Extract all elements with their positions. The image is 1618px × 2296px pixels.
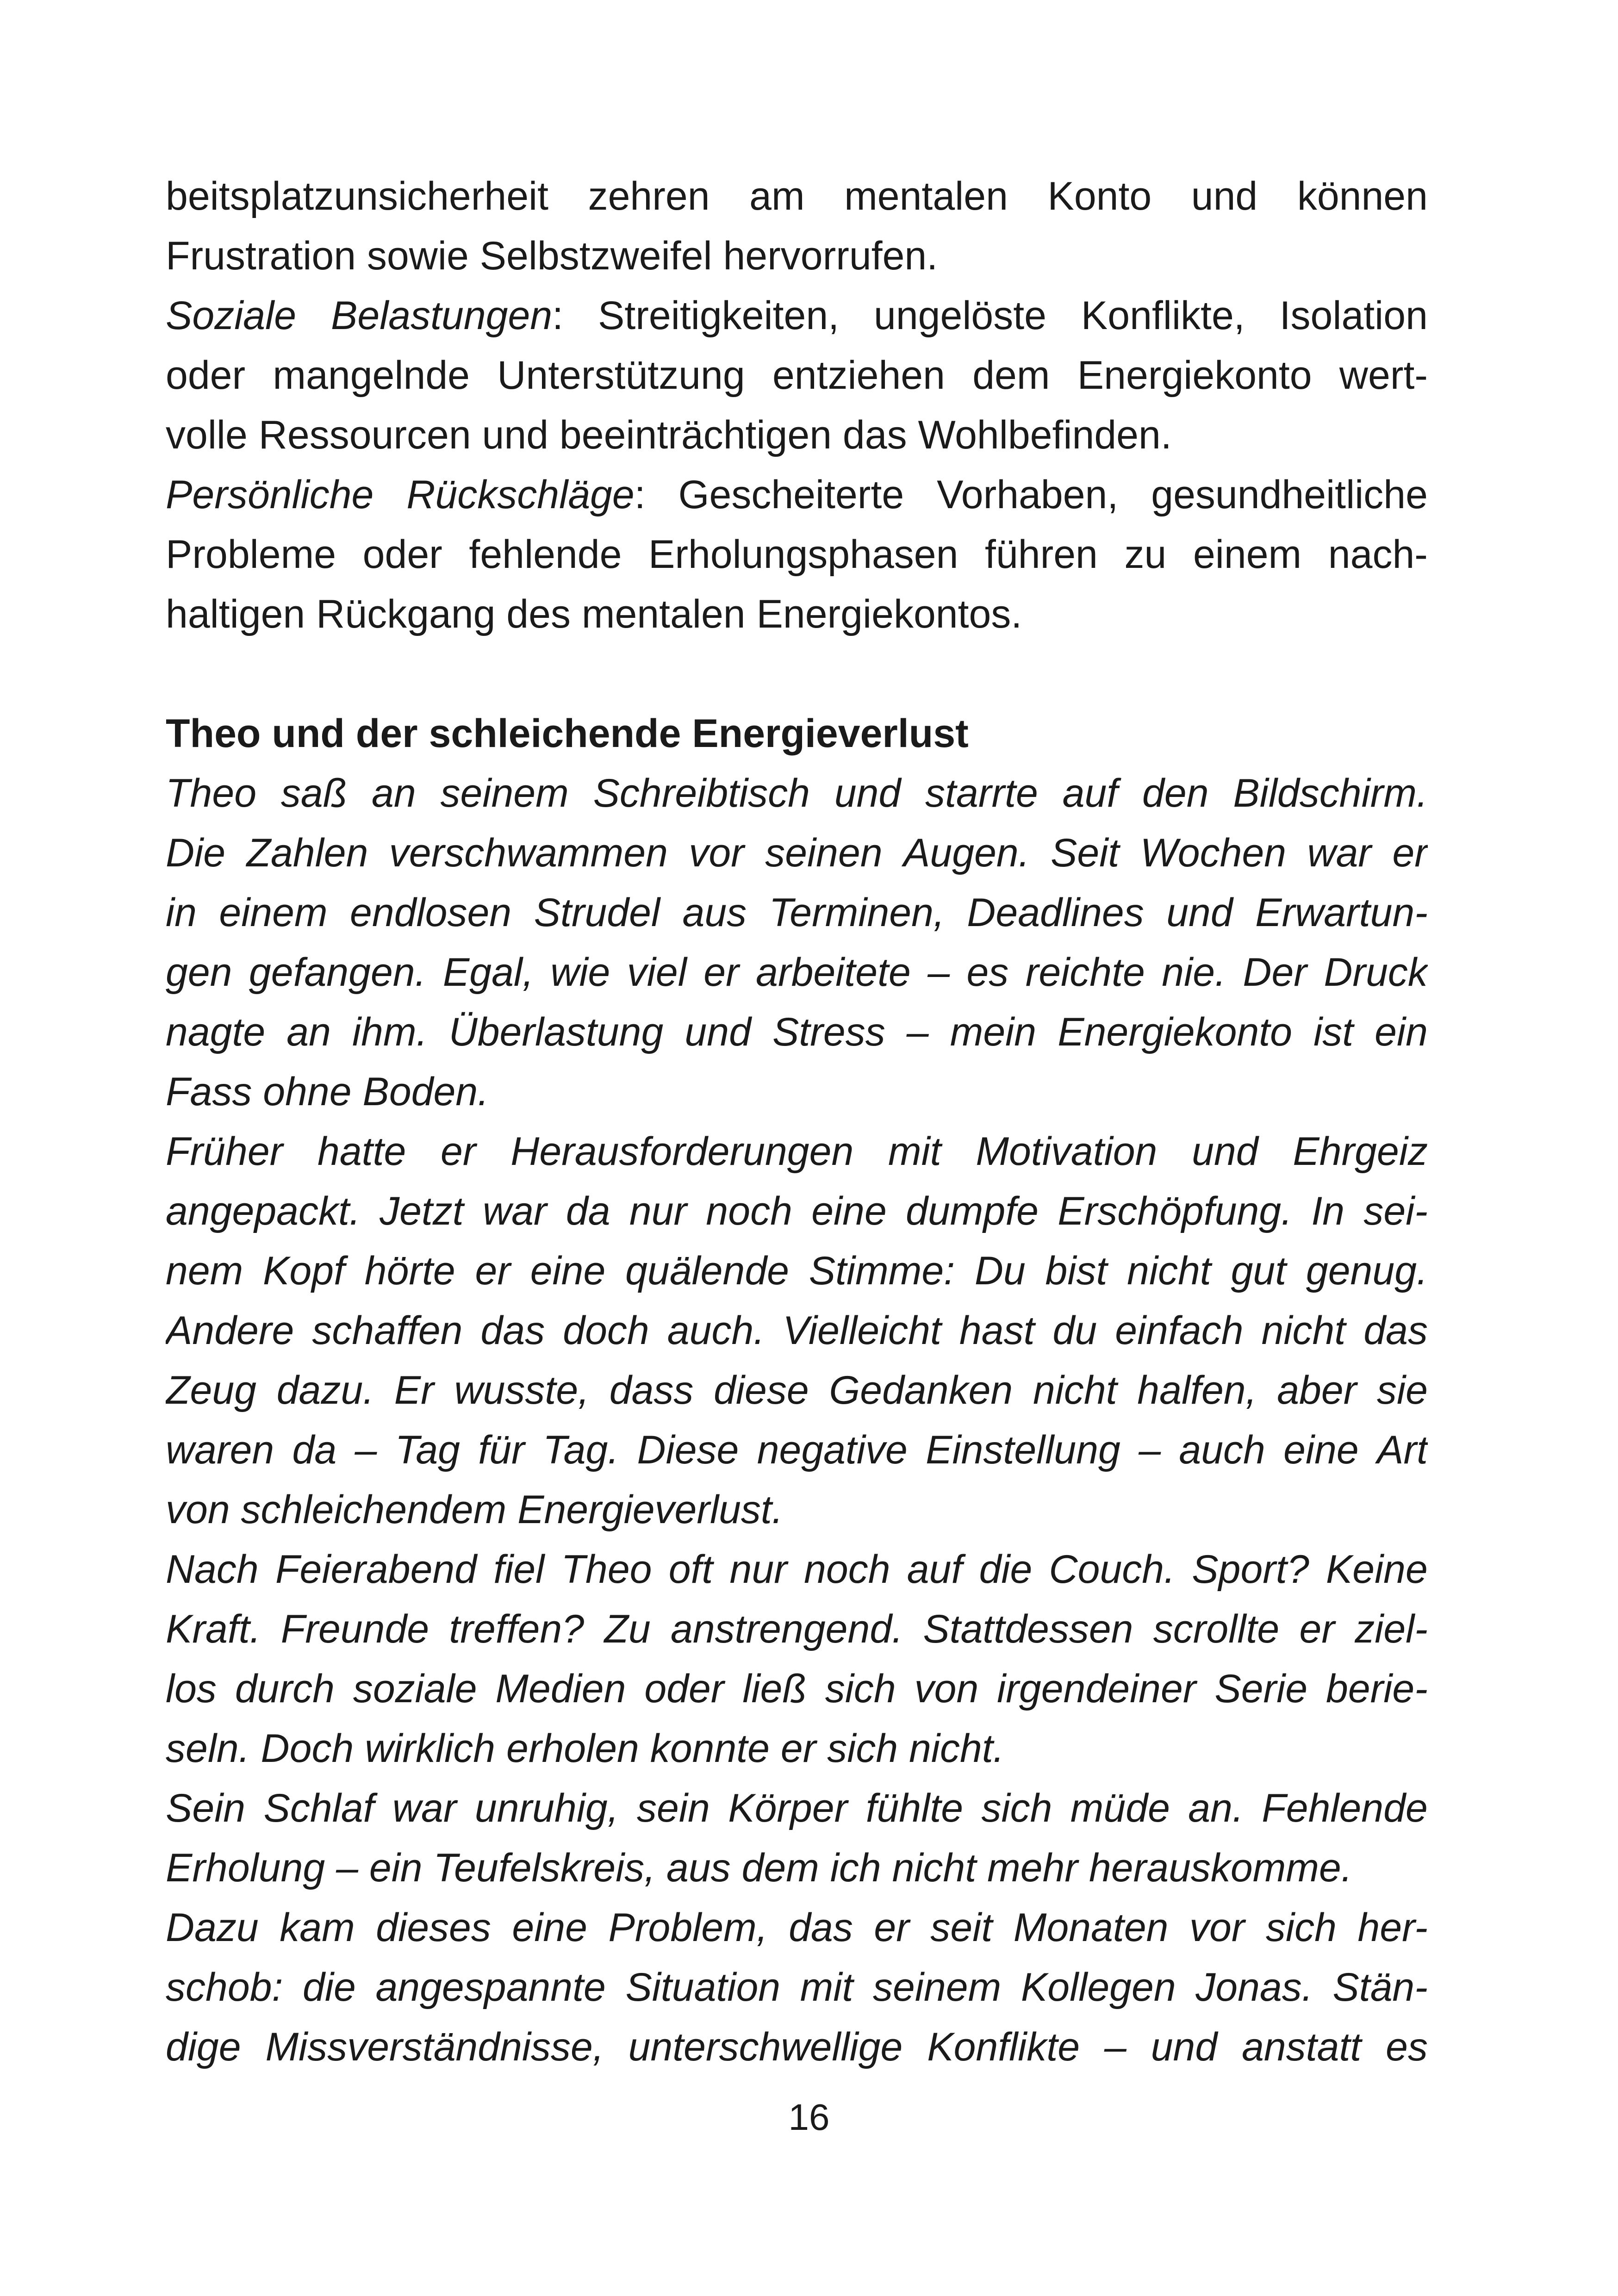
word: die bbox=[979, 1547, 1033, 1592]
word: schob: bbox=[166, 1965, 283, 2010]
word: Erholungsphasen bbox=[648, 532, 958, 577]
word: führen bbox=[985, 532, 1098, 577]
text-line bbox=[166, 764, 1428, 823]
word: seinem bbox=[440, 771, 569, 815]
word: dazu. bbox=[276, 1368, 374, 1412]
word: das bbox=[789, 1905, 853, 1950]
word: eine bbox=[1283, 1428, 1359, 1472]
text-line bbox=[166, 1301, 1428, 1361]
word: er bbox=[874, 1905, 909, 1950]
word: Strudel bbox=[534, 890, 660, 935]
word: von bbox=[914, 1667, 979, 1711]
word: dem bbox=[972, 353, 1050, 398]
word: gut bbox=[1231, 1249, 1287, 1293]
word: Energiekonto bbox=[1077, 353, 1312, 398]
word: sei- bbox=[1363, 1189, 1428, 1233]
text-line bbox=[166, 1420, 1428, 1480]
word: auch bbox=[1179, 1428, 1265, 1472]
word: ungelöste bbox=[874, 293, 1046, 338]
word: berie- bbox=[1326, 1667, 1428, 1711]
story-paragraphs bbox=[166, 764, 1428, 2077]
word: seinen bbox=[765, 831, 883, 875]
word: zu bbox=[1124, 532, 1167, 577]
word: gefangen. bbox=[249, 950, 426, 995]
word: sie bbox=[1377, 1368, 1428, 1412]
text-line bbox=[166, 1540, 1428, 1599]
word: Stattdessen bbox=[923, 1607, 1133, 1651]
word: : bbox=[552, 293, 564, 338]
text-line bbox=[166, 1719, 1428, 1779]
word: einfach bbox=[1115, 1308, 1244, 1353]
word: Herausforderungen bbox=[510, 1129, 854, 1174]
word: er bbox=[1299, 1607, 1335, 1651]
word: seit bbox=[930, 1905, 993, 1950]
word bbox=[331, 286, 563, 346]
word: Überlastung bbox=[448, 1010, 664, 1054]
word: die bbox=[303, 1965, 356, 2010]
word: Schreibtisch bbox=[593, 771, 810, 815]
word: können bbox=[1297, 174, 1428, 218]
word: Zahlen bbox=[246, 831, 368, 875]
word: Situation bbox=[625, 1965, 781, 2010]
word: er bbox=[475, 1249, 510, 1293]
word: irgendeiner bbox=[997, 1667, 1196, 1711]
word: Konto bbox=[1047, 174, 1152, 218]
word: Schlaf bbox=[263, 1786, 374, 1830]
word: auch. bbox=[667, 1308, 765, 1353]
word: starrte bbox=[925, 771, 1038, 815]
word: Erschöpfung. bbox=[1058, 1189, 1293, 1233]
word: und bbox=[1191, 174, 1258, 218]
word: müde bbox=[1070, 1786, 1170, 1830]
text-line bbox=[166, 1002, 1428, 1062]
word: Missverständnisse, bbox=[265, 2025, 604, 2069]
word: Konflikte, bbox=[1081, 293, 1245, 338]
word: es bbox=[966, 950, 1009, 995]
text-line bbox=[166, 405, 1428, 465]
word: am bbox=[749, 174, 805, 218]
word: er bbox=[1392, 831, 1428, 875]
word: Der bbox=[1243, 950, 1307, 995]
word: waren bbox=[166, 1428, 274, 1472]
text-line bbox=[166, 943, 1428, 1002]
word: halfen, bbox=[1137, 1368, 1257, 1412]
word: du bbox=[1052, 1308, 1097, 1353]
word: Bildschirm. bbox=[1233, 771, 1428, 815]
italic-term: Soziale bbox=[166, 293, 297, 338]
word: Egal, bbox=[442, 950, 534, 995]
word: es bbox=[1386, 2025, 1428, 2069]
word: arbeitete bbox=[756, 950, 911, 995]
word: war bbox=[482, 1189, 547, 1233]
word: dige bbox=[166, 2025, 241, 2069]
text-line bbox=[166, 525, 1428, 585]
word: einem bbox=[1193, 532, 1302, 577]
word: Problem, bbox=[608, 1905, 768, 1950]
word: – bbox=[906, 1010, 929, 1054]
word: unterschwellige bbox=[628, 2025, 903, 2069]
word: eine bbox=[811, 1189, 887, 1233]
word: – bbox=[1104, 2025, 1126, 2069]
word: Kollegen bbox=[1021, 1965, 1176, 2010]
word: Ehrgeiz bbox=[1293, 1129, 1428, 1174]
line-text: Fass ohne Boden. bbox=[166, 1070, 489, 1114]
word: an bbox=[372, 771, 416, 815]
word: Gedanken bbox=[829, 1368, 1013, 1412]
word: Diese bbox=[637, 1428, 739, 1472]
word: mangelnde bbox=[273, 353, 470, 398]
word: kam bbox=[280, 1905, 355, 1950]
word: negative bbox=[757, 1428, 908, 1472]
word: und bbox=[1192, 1129, 1258, 1174]
word: er bbox=[441, 1129, 476, 1174]
text-line bbox=[166, 286, 1428, 346]
word: eine bbox=[530, 1249, 606, 1293]
word: nagte bbox=[166, 1010, 266, 1054]
word: oft bbox=[668, 1547, 713, 1592]
word: mein bbox=[950, 1010, 1037, 1054]
word: Medien bbox=[495, 1667, 626, 1711]
text-line bbox=[166, 1182, 1428, 1241]
word: Er bbox=[394, 1368, 434, 1412]
word: Motivation bbox=[976, 1129, 1157, 1174]
word: wert- bbox=[1339, 353, 1428, 398]
text-line bbox=[166, 1241, 1428, 1301]
word: doch bbox=[563, 1308, 649, 1353]
word: Kraft. bbox=[166, 1607, 261, 1651]
word: Serie bbox=[1214, 1667, 1308, 1711]
intro-paragraphs bbox=[166, 167, 1428, 644]
word: und bbox=[1151, 2025, 1218, 2069]
word: angepackt. bbox=[166, 1189, 361, 1233]
word: los bbox=[166, 1667, 217, 1711]
word: Freunde bbox=[280, 1607, 429, 1651]
word: her- bbox=[1357, 1905, 1428, 1950]
line-text: von schleichendem Energieverlust. bbox=[166, 1487, 783, 1532]
word: Feierabend bbox=[275, 1547, 477, 1592]
word: Stress bbox=[772, 1010, 885, 1054]
text-line bbox=[166, 2017, 1428, 2077]
word: – bbox=[927, 950, 950, 995]
word: beitsplatzunsicherheit bbox=[166, 174, 549, 218]
word: eine bbox=[512, 1905, 588, 1950]
word: den bbox=[1142, 771, 1209, 815]
word: für bbox=[478, 1428, 525, 1472]
word: und bbox=[1166, 890, 1233, 935]
word: aus bbox=[682, 890, 747, 935]
word: : bbox=[634, 473, 646, 517]
word: oder bbox=[644, 1667, 724, 1711]
word: Deadlines bbox=[967, 890, 1144, 935]
word: Zeug bbox=[166, 1368, 257, 1412]
word: Sport? bbox=[1192, 1547, 1309, 1592]
word: scrollte bbox=[1153, 1607, 1280, 1651]
word: Stän- bbox=[1332, 1965, 1428, 2010]
word: Terminen, bbox=[769, 890, 945, 935]
word: auf bbox=[907, 1547, 963, 1592]
text-line bbox=[166, 1122, 1428, 1182]
page-number: 16 bbox=[788, 2097, 830, 2138]
line-text: Frustration sowie Selbstzweifel hervorrufen. bbox=[166, 234, 938, 278]
italic-term: Persönliche bbox=[166, 473, 374, 517]
word: ein bbox=[1375, 1010, 1428, 1054]
word: das bbox=[480, 1308, 545, 1353]
word: gen bbox=[166, 950, 232, 995]
word: in bbox=[166, 890, 197, 935]
word: an. bbox=[1188, 1786, 1244, 1830]
word: Streitigkeiten, bbox=[598, 293, 840, 338]
word: sich bbox=[1266, 1905, 1337, 1950]
word: mit bbox=[800, 1965, 853, 2010]
text-line bbox=[166, 1838, 1428, 1898]
word: einem bbox=[219, 890, 328, 935]
italic-term: Rückschläge bbox=[406, 473, 635, 517]
word: entziehen bbox=[772, 353, 945, 398]
word: vor bbox=[1189, 1905, 1245, 1950]
word: unruhig, bbox=[474, 1786, 619, 1830]
word: und bbox=[834, 771, 901, 815]
word: Wochen bbox=[1140, 831, 1287, 875]
word: nur bbox=[629, 1189, 687, 1233]
word: anstatt bbox=[1242, 2025, 1362, 2069]
word: Seit bbox=[1051, 831, 1120, 875]
text-line bbox=[166, 1958, 1428, 2017]
text-line bbox=[166, 1599, 1428, 1659]
word: nie. bbox=[1162, 950, 1226, 995]
text-line bbox=[166, 346, 1428, 405]
word: da bbox=[292, 1428, 337, 1472]
italic-term: Belastungen bbox=[331, 293, 553, 338]
text-line bbox=[166, 1659, 1428, 1719]
word: Augen. bbox=[903, 831, 1030, 875]
line-text: volle Ressourcen und beeinträchtigen das Wohlbefinden. bbox=[166, 413, 1172, 457]
word: und bbox=[685, 1010, 751, 1054]
word: diese bbox=[714, 1368, 809, 1412]
word: oder bbox=[362, 532, 442, 577]
word: angespannte bbox=[375, 1965, 606, 2010]
word: saß bbox=[280, 771, 348, 815]
word: wusste, bbox=[454, 1368, 590, 1412]
word: reichte bbox=[1025, 950, 1145, 995]
word: Zu bbox=[604, 1607, 651, 1651]
word: aber bbox=[1277, 1368, 1357, 1412]
word: vor bbox=[689, 831, 744, 875]
text-line bbox=[166, 1062, 1428, 1122]
word: soziale bbox=[353, 1667, 477, 1711]
word: mentalen bbox=[844, 174, 1008, 218]
word: Erwartun- bbox=[1255, 890, 1428, 935]
word: da bbox=[566, 1189, 610, 1233]
text-line bbox=[166, 1898, 1428, 1958]
word: ziel- bbox=[1355, 1607, 1428, 1651]
word: fehlende bbox=[469, 532, 622, 577]
word: noch bbox=[804, 1547, 890, 1592]
word: Kopf bbox=[263, 1249, 345, 1293]
word: fiel bbox=[493, 1547, 545, 1592]
text-line bbox=[166, 167, 1428, 226]
word: war bbox=[392, 1786, 457, 1830]
word: quälende bbox=[625, 1249, 789, 1293]
text-line bbox=[166, 1361, 1428, 1420]
text-line bbox=[166, 226, 1428, 286]
word: hast bbox=[959, 1308, 1035, 1353]
word: Körper bbox=[728, 1786, 848, 1830]
page-body bbox=[166, 167, 1428, 2077]
text-line bbox=[166, 1779, 1428, 1838]
word: hatte bbox=[317, 1129, 406, 1174]
word: seinem bbox=[873, 1965, 1002, 2010]
word: durch bbox=[235, 1667, 335, 1711]
word: anstrengend. bbox=[670, 1607, 903, 1651]
word: noch bbox=[706, 1189, 792, 1233]
word: Theo bbox=[166, 771, 257, 815]
text-line bbox=[166, 1480, 1428, 1540]
word: sein bbox=[637, 1786, 710, 1830]
word: nur bbox=[729, 1547, 787, 1592]
word: gesundheitliche bbox=[1151, 473, 1428, 517]
word: Art bbox=[1377, 1428, 1428, 1472]
word: Du bbox=[974, 1249, 1026, 1293]
text-line bbox=[166, 585, 1428, 644]
word: ist bbox=[1313, 1010, 1354, 1054]
word: genug. bbox=[1306, 1249, 1428, 1293]
word: Vielleicht bbox=[783, 1308, 941, 1353]
word: an bbox=[286, 1010, 331, 1054]
word: er bbox=[703, 950, 739, 995]
word: wie bbox=[550, 950, 610, 995]
word: endlosen bbox=[350, 890, 512, 935]
word: oder bbox=[166, 353, 246, 398]
word: war bbox=[1307, 831, 1372, 875]
section-heading: Theo und der schleichende Energieverlust bbox=[166, 711, 969, 756]
word: treffen? bbox=[449, 1607, 585, 1651]
word: hörte bbox=[364, 1249, 455, 1293]
word: Sein bbox=[166, 1786, 246, 1830]
word: Unterstützung bbox=[497, 353, 745, 398]
word: Einstellung bbox=[926, 1428, 1120, 1472]
word: ihm. bbox=[352, 1010, 428, 1054]
word: auf bbox=[1062, 771, 1118, 815]
word: nach- bbox=[1328, 532, 1428, 577]
word: sich bbox=[825, 1667, 896, 1711]
word: Konflikte bbox=[927, 2025, 1080, 2069]
word: nem bbox=[166, 1249, 243, 1293]
word: Jonas. bbox=[1195, 1965, 1313, 2010]
word: Tag bbox=[395, 1428, 460, 1472]
word: Vorhaben, bbox=[937, 473, 1119, 517]
word: Früher bbox=[166, 1129, 283, 1174]
word: nicht bbox=[1033, 1368, 1117, 1412]
word: Monaten bbox=[1013, 1905, 1169, 1950]
word: Andere bbox=[166, 1308, 294, 1353]
word: das bbox=[1363, 1308, 1428, 1353]
word: dumpfe bbox=[906, 1189, 1039, 1233]
word: ließ bbox=[742, 1667, 807, 1711]
word: Tag. bbox=[542, 1428, 619, 1472]
word: bist bbox=[1045, 1249, 1108, 1293]
word: Jetzt bbox=[380, 1189, 464, 1233]
word: verschwammen bbox=[389, 831, 668, 875]
line-text: haltigen Rückgang des mentalen Energiekontos. bbox=[166, 592, 1022, 636]
word: zehren bbox=[588, 174, 710, 218]
text-line bbox=[166, 465, 1428, 525]
word: Gescheiterte bbox=[678, 473, 904, 517]
word: viel bbox=[627, 950, 687, 995]
line-text: seln. Doch wirklich erholen konnte er sich nicht. bbox=[166, 1726, 1004, 1771]
text-line bbox=[166, 883, 1428, 943]
word: Druck bbox=[1324, 950, 1428, 995]
word: Isolation bbox=[1279, 293, 1428, 338]
word: Keine bbox=[1326, 1547, 1428, 1592]
word: fühlte bbox=[865, 1786, 964, 1830]
word: Stimme: bbox=[809, 1249, 955, 1293]
word: sich bbox=[981, 1786, 1052, 1830]
word: dass bbox=[609, 1368, 694, 1412]
word: – bbox=[355, 1428, 377, 1472]
word: In bbox=[1311, 1189, 1345, 1233]
word: Theo bbox=[561, 1547, 652, 1592]
line-text: Erholung – ein Teufelskreis, aus dem ich nicht mehr herauskomme. bbox=[166, 1846, 1352, 1890]
word: Dazu bbox=[166, 1905, 259, 1950]
word: mit bbox=[888, 1129, 941, 1174]
text-line bbox=[166, 823, 1428, 883]
word: Nach bbox=[166, 1547, 259, 1592]
word: Energiekonto bbox=[1058, 1010, 1293, 1054]
word: Couch. bbox=[1049, 1547, 1176, 1592]
word bbox=[406, 465, 645, 525]
word: Fehlende bbox=[1262, 1786, 1428, 1830]
word: – bbox=[1139, 1428, 1161, 1472]
word: dieses bbox=[376, 1905, 491, 1950]
word: nicht bbox=[1261, 1308, 1346, 1353]
word: Probleme bbox=[166, 532, 336, 577]
word: nicht bbox=[1127, 1249, 1211, 1293]
word: Die bbox=[166, 831, 226, 875]
word: schaffen bbox=[312, 1308, 463, 1353]
